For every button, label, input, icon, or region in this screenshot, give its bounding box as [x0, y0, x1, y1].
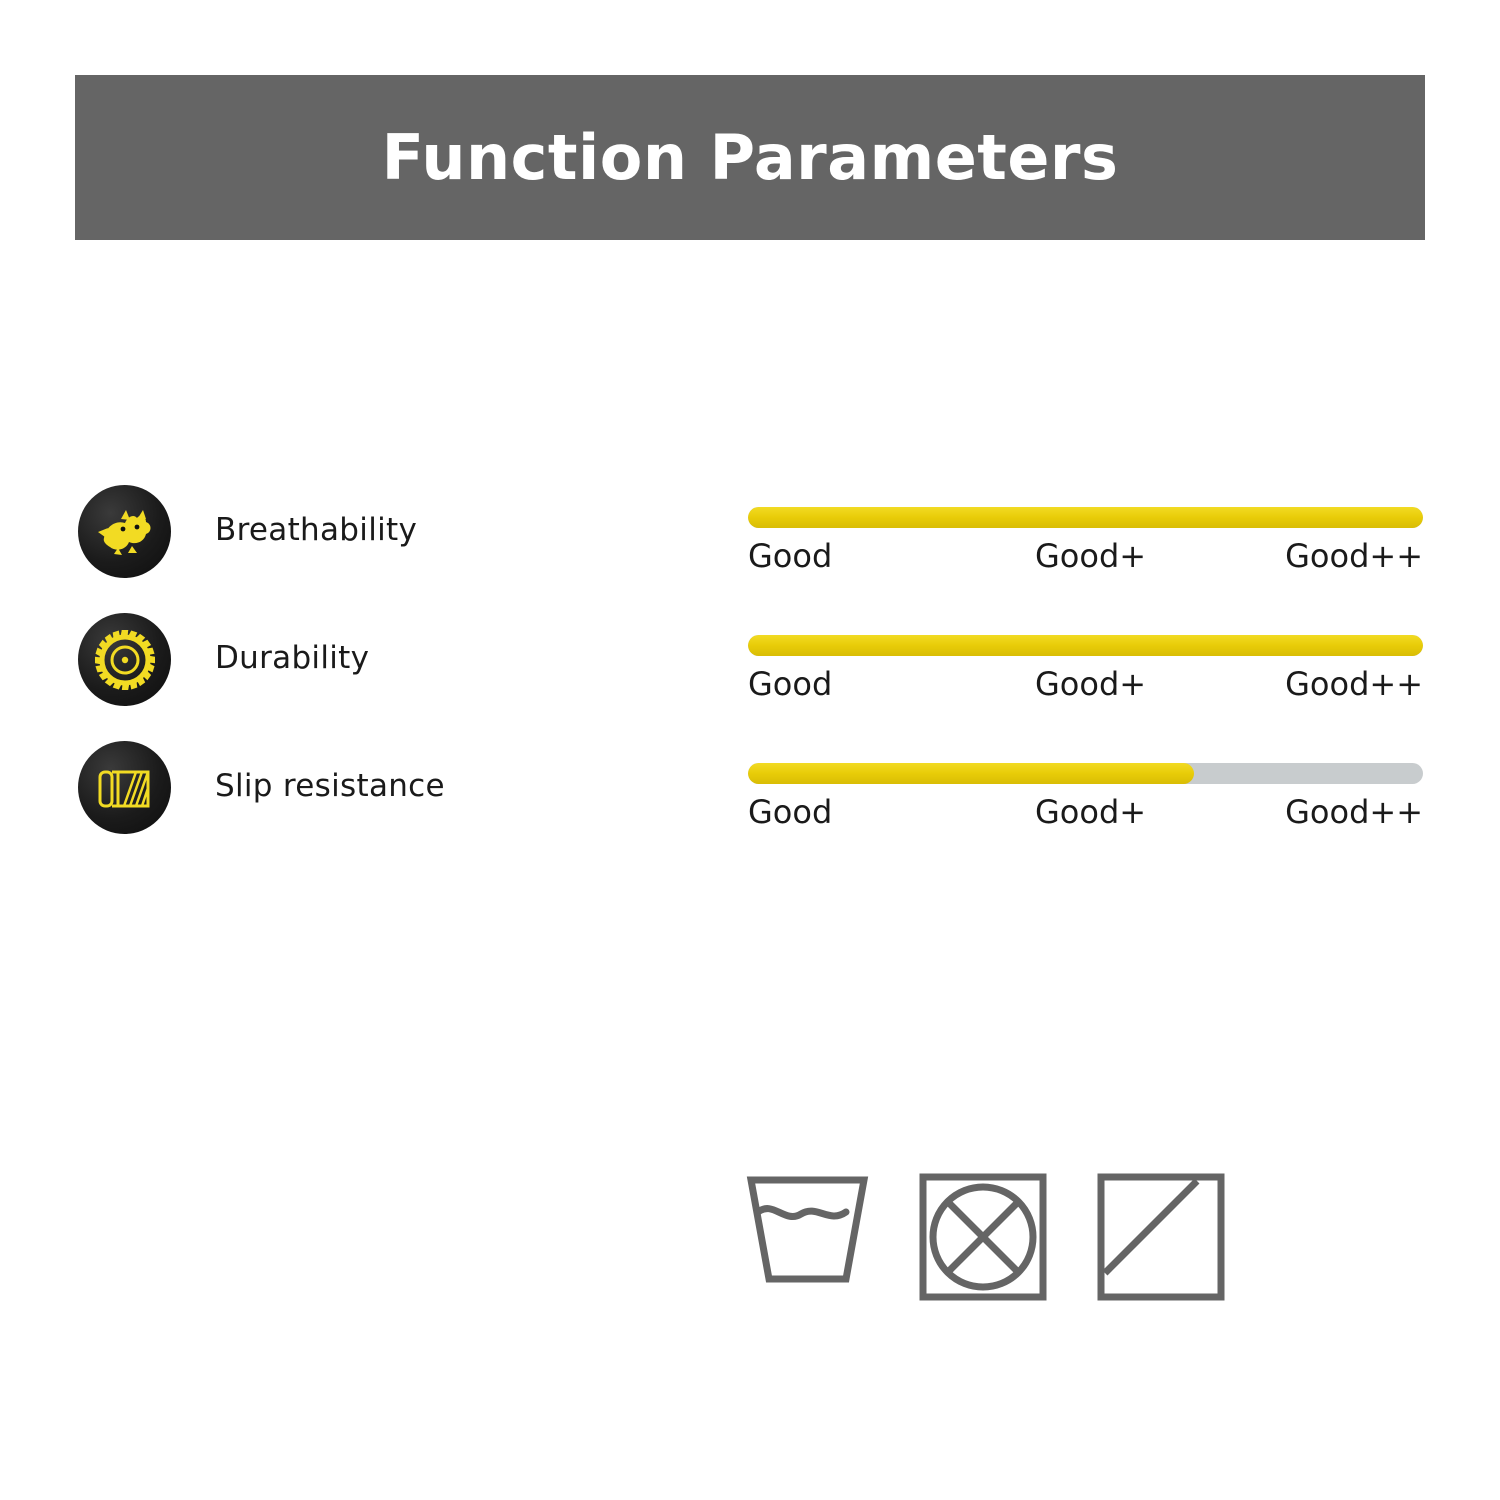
scale-label-high: Good++ [1285, 665, 1423, 703]
rating-scale [748, 793, 1423, 833]
rating-bar-fill [748, 507, 1423, 528]
rating-bar-track [748, 635, 1423, 656]
rating-bar-fill [748, 635, 1423, 656]
parameter-row [0, 485, 1500, 613]
scale-label-high: Good++ [1285, 537, 1423, 575]
rating-durability [748, 635, 1423, 705]
scale-label-mid: Good+ [1035, 793, 1147, 831]
scale-label-high: Good++ [1285, 793, 1423, 831]
do-not-tumble-dry-symbol [918, 1172, 1048, 1302]
rating-slip-resistance [748, 763, 1423, 833]
parameter-row [0, 613, 1500, 741]
scale-label-low: Good [748, 665, 833, 703]
parameter-label: Breathability [215, 512, 418, 548]
header-banner [75, 75, 1425, 240]
hand-wash-symbol [745, 1172, 870, 1287]
scale-label-low: Good [748, 793, 833, 831]
breathability-icon [78, 485, 171, 578]
scale-label-low: Good [748, 537, 833, 575]
rating-scale [748, 665, 1423, 705]
parameters-list [0, 485, 1500, 869]
rating-bar-fill [748, 763, 1194, 784]
page-title: Function Parameters [381, 120, 1119, 194]
parameter-label: Slip resistance [215, 768, 445, 804]
scale-label-mid: Good+ [1035, 537, 1147, 575]
scale-label-mid: Good+ [1035, 665, 1147, 703]
rating-bar-track [748, 763, 1423, 784]
parameter-label: Durability [215, 640, 370, 676]
saw-blade-icon [78, 613, 171, 706]
rating-breathability [748, 507, 1423, 577]
rating-bar-track [748, 507, 1423, 528]
dry-in-shade-symbol [1096, 1172, 1226, 1302]
slip-resistance-icon [78, 741, 171, 834]
rating-scale [748, 537, 1423, 577]
parameter-row [0, 741, 1500, 869]
care-symbols-group [745, 1172, 1226, 1302]
